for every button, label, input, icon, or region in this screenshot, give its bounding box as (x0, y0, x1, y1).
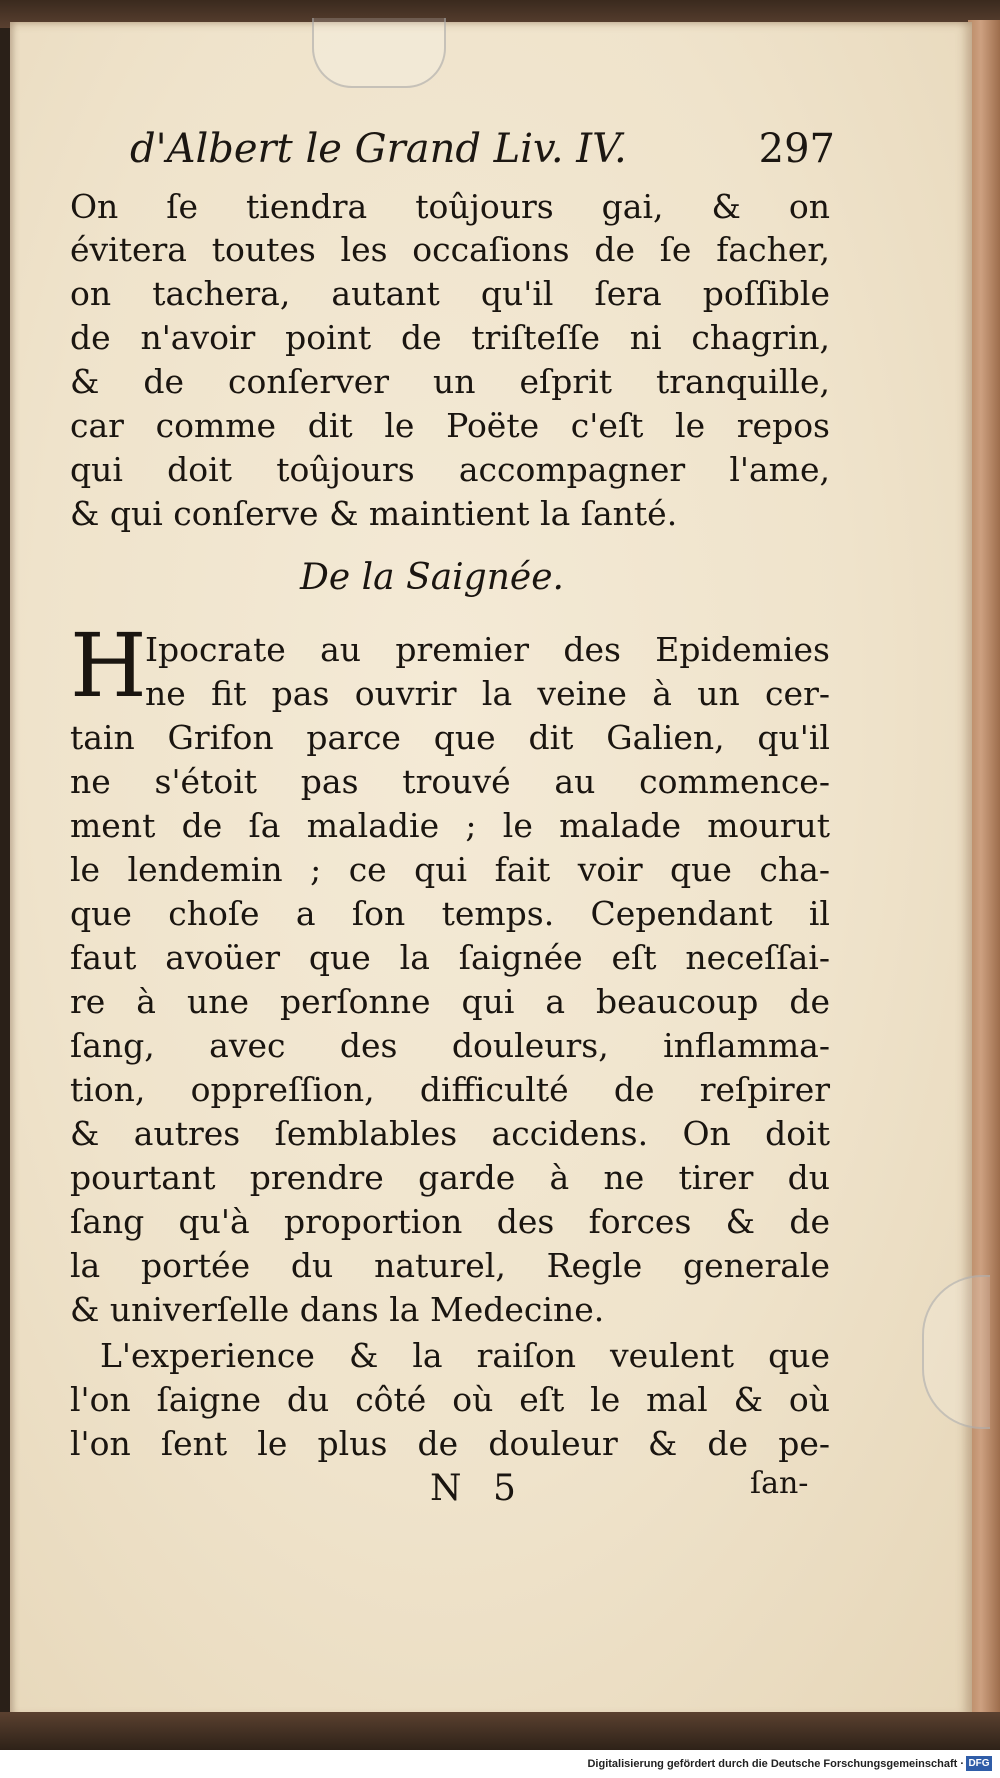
text-line: tain Grifon parce que dit Galien, qu'il (70, 718, 830, 757)
page-number: 297 (758, 126, 835, 172)
text-line: ment de ſa maladie ; le malade mourut (70, 806, 830, 845)
text-line: tion, oppreſſion, difficulté de reſpirer (70, 1070, 830, 1109)
text-line: le lendemin ; ce qui fait voir que cha- (70, 850, 830, 889)
text-line: de n'avoir point de triſteſſe ni chagrin, (70, 318, 830, 357)
page-header (120, 126, 835, 182)
text-line: qui doit toûjours accompagner l'ame, (70, 450, 830, 489)
glass-clip-top (312, 18, 446, 88)
text-line: & qui conſerve & maintient la ſanté. (70, 494, 678, 533)
text-line: ne s'étoit pas trouvé au commence- (70, 762, 830, 801)
signature-mark: N 5 (430, 1468, 526, 1509)
text-line: évitera toutes les occaſions de ſe facher, (70, 230, 830, 269)
text-line: pourtant prendre garde à ne tirer du (70, 1158, 830, 1197)
book-bottom-edge (0, 1712, 1000, 1750)
catchword: ſan- (750, 1466, 809, 1501)
text-line: & univerſelle dans la Medecine. (70, 1290, 605, 1329)
text-line: On ſe tiendra toûjours gai, & on (70, 187, 830, 226)
text-line: L'experience & la raiſon veulent que (100, 1336, 830, 1375)
text-line: la portée du naturel, Regle generale (70, 1246, 830, 1285)
text-line: ne fit pas ouvrir la veine à un cer- (145, 674, 830, 713)
text-line: l'on ſent le plus de douleur & de pe- (70, 1424, 830, 1463)
section-heading: De la Saignée. (300, 557, 564, 598)
text-line: l'on ſaigne du côté où eſt le mal & où (70, 1380, 830, 1419)
drop-cap: H (70, 614, 147, 717)
text-line: car comme dit le Poëte c'eſt le repos (70, 406, 830, 445)
digitization-credit: Digitalisierung gefördert durch die Deutsche Forschungsgemeinschaft · (587, 1758, 964, 1770)
dfg-logo: DFG (966, 1756, 992, 1771)
text-line: on tachera, autant qu'il ſera poſſible (70, 274, 830, 313)
text-line: que choſe a ſon temps. Cependant il (70, 894, 830, 933)
text-line: & de conſerver un eſprit tranquille, (70, 362, 830, 401)
text-line: & autres ſemblables accidens. On doit (70, 1114, 830, 1153)
text-line: re à une perſonne qui a beaucoup de (70, 982, 830, 1021)
text-line: faut avoüer que la ſaignée eſt neceſſai- (70, 938, 830, 977)
running-title: d'Albert le Grand Liv. IV. (130, 126, 627, 172)
text-line: ſang qu'à proportion des forces & de (70, 1202, 830, 1241)
text-line: Ipocrate au premier des Epidemies (145, 630, 830, 669)
book-fore-edge (968, 20, 1000, 1720)
text-line: ſang, avec des douleurs, inflamma- (70, 1026, 830, 1065)
